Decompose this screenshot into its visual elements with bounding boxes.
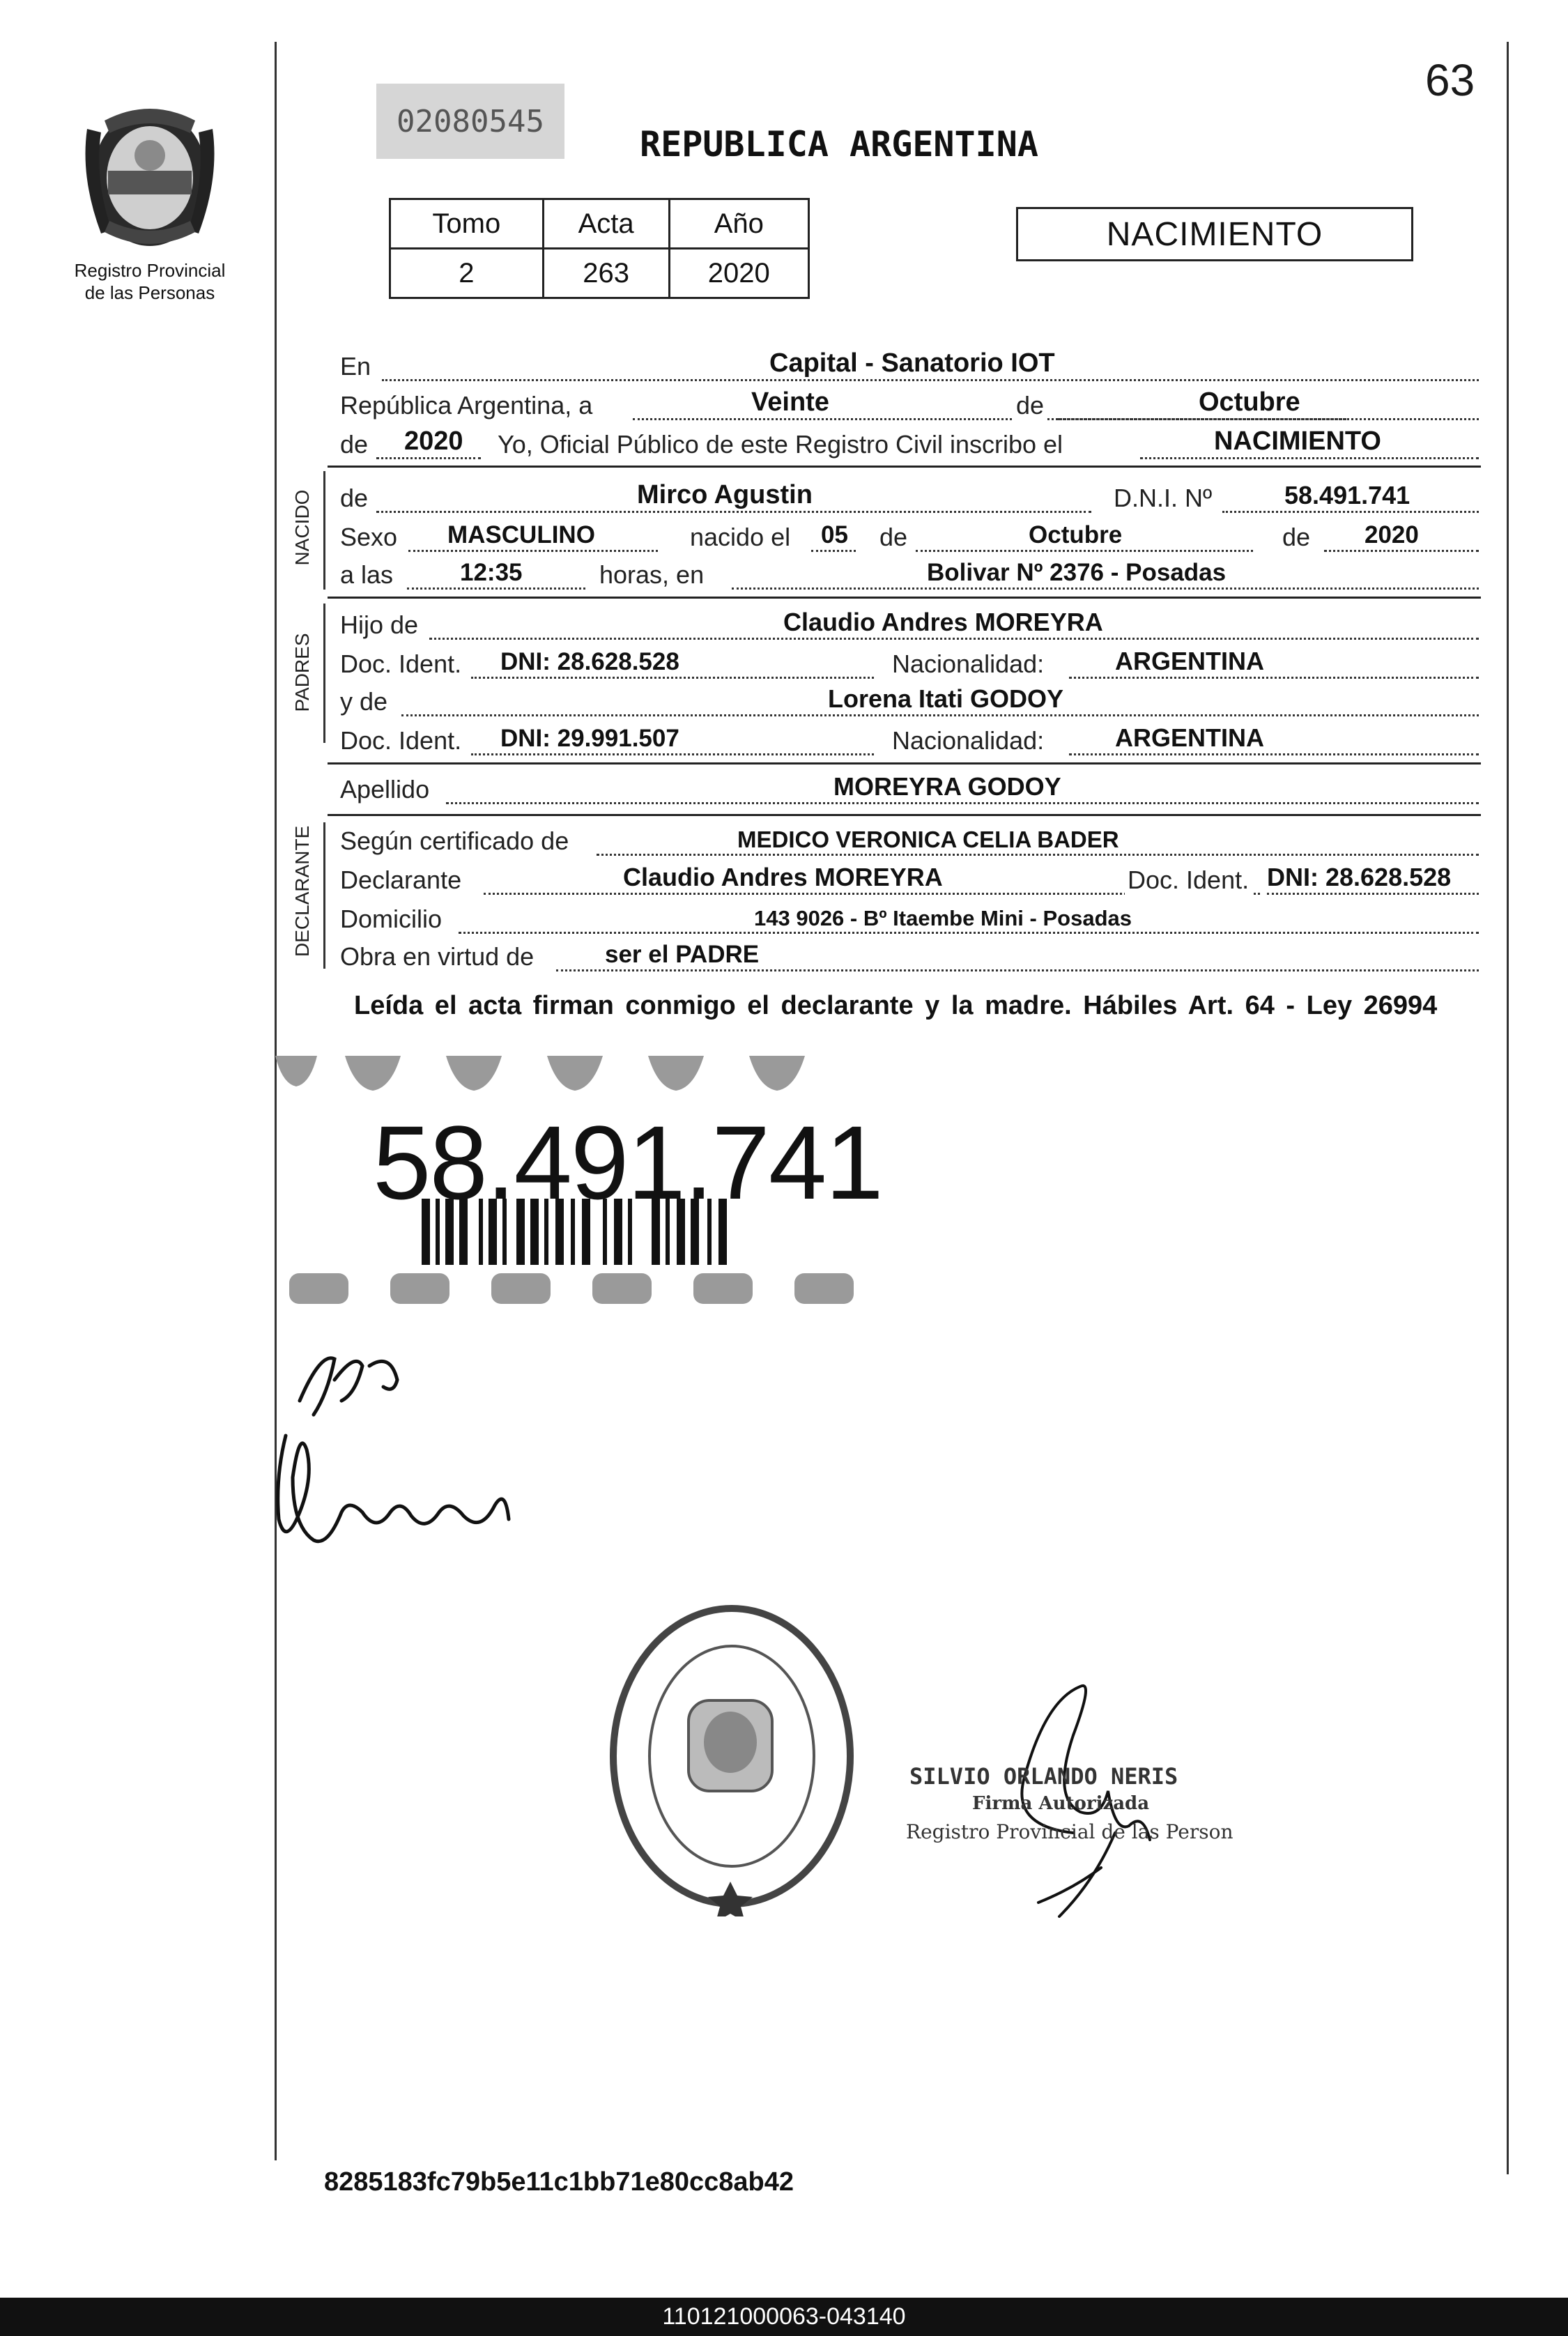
- officer-role: Firma Autorizada: [972, 1793, 1150, 1814]
- obra-value: ser el PADRE: [605, 941, 760, 968]
- label-hijo-de: Hijo de: [340, 610, 419, 639]
- declarante-section-bar: [323, 822, 325, 969]
- father-nationality-value: ARGENTINA: [1115, 647, 1264, 675]
- label-de-birth-year: de: [1282, 523, 1311, 551]
- label-nacido-el: nacido el: [690, 523, 791, 551]
- officer-name: SILVIO ORLANDO NERIS: [909, 1763, 1178, 1790]
- row-certificado: [340, 821, 1479, 860]
- declarante-doc-value: DNI: 28.628.528: [1267, 863, 1452, 891]
- legal-text: Leída el acta firman conmigo el declarante y la madre. Hábiles Art. 64 - Ley 26994: [354, 991, 1438, 1020]
- label-sexo: Sexo: [340, 523, 398, 551]
- section-label-nacido: NACIDO: [291, 489, 313, 566]
- birth-year-value: 2020: [1365, 521, 1419, 548]
- mother-nationality-value: ARGENTINA: [1115, 723, 1264, 752]
- record-type-box: NACIMIENTO: [1016, 207, 1413, 261]
- volume-header-ano: Año: [669, 199, 808, 249]
- apellido-value: MOREYRA GODOY: [833, 772, 1061, 801]
- section-label-declarante: DECLARANTE: [291, 825, 313, 957]
- nacido-section-bar: [323, 471, 325, 590]
- row-declarante: [340, 860, 1479, 899]
- label-father-doc: Doc. Ident.: [340, 650, 462, 678]
- sticker-dni-number: 58.491.741: [373, 1104, 882, 1221]
- divider-nacido: [328, 466, 1481, 468]
- label-de-year: de: [340, 430, 369, 459]
- label-dni: D.N.I. Nº: [1114, 484, 1213, 512]
- row-domicilio: [340, 899, 1479, 938]
- label-republica: República Argentina, a: [340, 391, 593, 420]
- volume-value-ano: 2020: [669, 249, 808, 298]
- official-seal: [599, 1596, 864, 1916]
- month-value: Octubre: [1199, 387, 1300, 417]
- label-declarante: Declarante: [340, 866, 462, 894]
- declarante-name-value: Claudio Andres MOREYRA: [623, 863, 943, 891]
- birth-month-value: Octubre: [1029, 521, 1123, 548]
- divider-declarante: [328, 814, 1481, 816]
- footer-code: 110121000063-043140: [662, 2303, 906, 2330]
- coat-of-arms-icon: [73, 101, 226, 254]
- row-mother-doc: [340, 721, 1479, 760]
- section-label-padres: PADRES: [291, 633, 313, 712]
- statement-text: Yo, Oficial Público de este Registro Civil inscribo el: [498, 430, 1063, 459]
- volume-header-acta: Acta: [543, 199, 669, 249]
- row-y-de: [340, 682, 1479, 721]
- label-de-name: de: [340, 484, 369, 512]
- label-certificado: Según certificado de: [340, 827, 569, 855]
- volume-value-tomo: 2: [390, 249, 544, 298]
- label-de-month: de: [879, 523, 908, 551]
- label-mother-nationality: Nacionalidad:: [892, 726, 1045, 755]
- birth-day-value: 05: [821, 521, 848, 548]
- divider-padres: [328, 597, 1481, 599]
- country-title: REPUBLICA ARGENTINA: [640, 124, 1038, 164]
- child-dni-value: 58.491.741: [1284, 481, 1411, 509]
- birth-address-value: Bolivar Nº 2376 - Posadas: [927, 559, 1227, 586]
- divider-apellido: [328, 762, 1481, 764]
- volume-table-header-row: [390, 199, 809, 249]
- label-obra: Obra en virtud de: [340, 942, 535, 971]
- officer-office: Registro Provincial de las Person: [906, 1820, 1233, 1843]
- certificado-value: MEDICO VERONICA CELIA BADER: [737, 827, 1119, 852]
- document-hash: 8285183fc79b5e11c1bb71e80cc8ab42: [324, 2167, 794, 2197]
- label-horas: horas, en: [599, 560, 705, 589]
- page-number: 63: [1425, 55, 1475, 105]
- row-inscribe: [340, 424, 1479, 463]
- day-words-value: Veinte: [751, 387, 829, 417]
- row-sexo: [340, 517, 1479, 556]
- mother-doc-value: DNI: 29.991.507: [500, 725, 679, 752]
- year-value: 2020: [404, 427, 463, 456]
- row-apellido: [340, 769, 1479, 808]
- event-value: NACIMIENTO: [1214, 427, 1381, 456]
- father-doc-value: DNI: 28.628.528: [500, 648, 679, 675]
- footer-code-bar: [0, 2298, 1568, 2336]
- province-coat-of-arms-logo: [73, 101, 226, 254]
- registry-caption: [56, 259, 244, 304]
- label-apellido: Apellido: [340, 775, 430, 804]
- label-mother-doc: Doc. Ident.: [340, 726, 462, 755]
- row-father-doc: [340, 644, 1479, 683]
- birth-time-value: 12:35: [460, 559, 523, 586]
- label-father-nationality: Nacionalidad:: [892, 650, 1045, 678]
- handwritten-signature-icon: [272, 1338, 523, 1568]
- mother-name-value: Lorena Itati GODOY: [828, 684, 1064, 713]
- registry-caption-line2: de las Personas: [84, 282, 215, 303]
- padres-section-bar: [323, 604, 325, 743]
- volume-header-tomo: Tomo: [390, 199, 544, 249]
- right-frame-line: [1507, 42, 1509, 2174]
- row-hijo-de: [340, 605, 1479, 644]
- father-name-value: Claudio Andres MOREYRA: [783, 608, 1103, 636]
- row-en: [340, 346, 1479, 385]
- volume-table: [389, 198, 810, 299]
- label-a-las: a las: [340, 560, 394, 589]
- label-declarante-doc: Doc. Ident.: [1125, 866, 1252, 895]
- row-hora: [340, 555, 1479, 594]
- volume-value-acta: 263: [543, 249, 669, 298]
- volume-table-value-row: [390, 249, 809, 298]
- row-republica: [340, 385, 1479, 424]
- label-y-de: y de: [340, 687, 388, 716]
- sexo-value: MASCULINO: [447, 521, 595, 548]
- label-en: En: [340, 352, 371, 381]
- registry-caption-line1: Registro Provincial: [74, 260, 226, 281]
- place-value: Capital - Sanatorio IOT: [769, 348, 1055, 378]
- row-nacido-name: [340, 478, 1479, 517]
- serial-stamp: 02080545: [376, 84, 564, 159]
- label-de: de: [1013, 391, 1047, 420]
- child-name-value: Mirco Agustin: [637, 480, 813, 509]
- domicilio-value: 143 9026 - Bº Itaembe Mini - Posadas: [754, 906, 1132, 930]
- row-obra: [340, 937, 1479, 976]
- signature-declarante: [272, 1338, 523, 1568]
- label-domicilio: Domicilio: [340, 905, 443, 933]
- official-seal-icon: [599, 1596, 864, 1916]
